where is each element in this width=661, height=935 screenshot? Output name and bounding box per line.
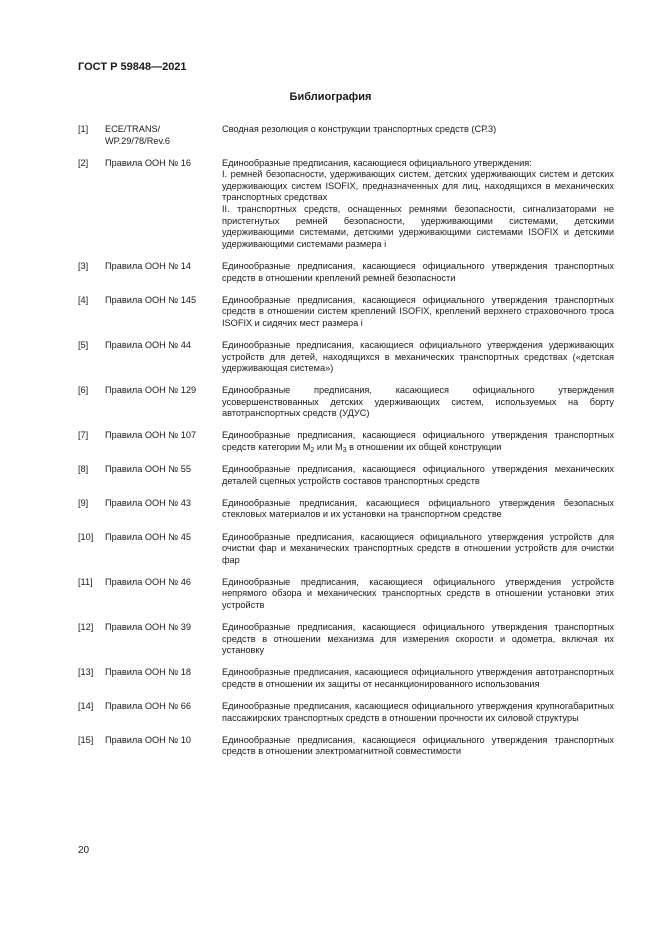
entry-description-text: или M <box>314 442 343 453</box>
bibliography-entry-9 <box>78 498 614 521</box>
entry-description <box>222 735 614 758</box>
entry-reference: Правила ООН № 45 <box>105 531 191 542</box>
entry-reference: Правила ООН № 16 <box>105 157 191 168</box>
entry-description-line: Единообразные предписания, касающиеся официального утверждения транспортных средств в отношении электромагнитной совместимости <box>222 734 614 757</box>
bibliography-list <box>78 124 614 768</box>
entry-reference: Правила ООН № 66 <box>105 701 191 712</box>
subscript: 3 <box>342 447 347 455</box>
entry-description-line: Единообразные предписания, касающиеся официального утверждения транспортных средств в отношении креплений ремней безопасности <box>222 260 614 283</box>
entry-description-line: Единообразные предписания, касающиеся официального утверждения транспортных средств в отношении систем креплений ISOFIX, креплений верхнего страховочного троса ISOFIX и сидячих мест размера i <box>222 294 614 328</box>
bibliography-entry-11 <box>78 577 614 612</box>
entry-number: [13] <box>78 667 94 678</box>
bibliography-entry-8 <box>78 464 614 487</box>
entry-reference: Правила ООН № 10 <box>105 734 191 745</box>
entry-reference: Правила ООН № 107 <box>105 430 197 441</box>
section-title: Библиография <box>289 91 372 103</box>
entry-number: [9] <box>78 497 89 508</box>
entry-description <box>222 532 614 567</box>
entry-number: [1] <box>78 124 89 134</box>
entry-description-line: Единообразные предписания, касающиеся официального утверждения устройств непрямого обзора и механических транспортных средств в отношении установки этих устройств <box>222 576 614 610</box>
entry-reference: Правила ООН № 44 <box>105 339 191 350</box>
entry-number: [12] <box>78 622 94 633</box>
document-id: ГОСТ Р 59848—2021 <box>78 61 187 73</box>
entry-number: [7] <box>78 430 89 441</box>
bibliography-entry-15 <box>78 735 614 758</box>
entry-description-line: Единообразные предписания, касающиеся официального утверждения автотранспортных средств в отношении их защиты от несанкционированного использования <box>222 667 614 689</box>
page-number: 20 <box>78 845 90 856</box>
entry-description <box>222 261 614 284</box>
bibliography-entry-13 <box>78 667 614 690</box>
entry-reference: Правила ООН № 55 <box>105 464 191 475</box>
entry-description <box>222 701 614 724</box>
bibliography-entry-1 <box>78 124 614 147</box>
entry-description-line: Единообразные предписания, касающиеся официального утверждения удерживающих устройств для детей, находящихся в механических транспортных средствах («детская удерживающая система») <box>222 339 614 374</box>
entry-description <box>222 622 614 657</box>
entry-number: [14] <box>78 701 94 712</box>
entry-number: [3] <box>78 260 89 271</box>
entry-description <box>222 295 614 330</box>
entry-description <box>222 430 614 453</box>
entry-description-text: Единообразные предписания, касающиеся официального утверждения транспортных средств категории M <box>222 430 614 453</box>
entry-description <box>222 124 614 136</box>
bibliography-entry-4 <box>78 295 614 330</box>
subscript: 2 <box>310 447 315 455</box>
bibliography-entry-14 <box>78 701 614 724</box>
entry-number: [15] <box>78 734 94 745</box>
entry-reference: ECE/TRANS/ WP.29/78/Rev.6 <box>105 124 171 146</box>
entry-description-line: II. транспортных средств, оснащенных ремнями безопасности, сигнализаторами не пристегнутых ремней безопасности, удерживающими системами, детскими удерживающими системами, детскими удерживающими системами ISOFIX и детскими удерживающими системами размера i <box>222 204 614 249</box>
entry-number: [4] <box>78 294 89 305</box>
entry-description-line: Единообразные предписания, касающиеся официального утверждения устройств для очистки фар и механических транспортных средств в отношении устройств для очистки фар <box>222 531 614 565</box>
entry-number: [11] <box>78 576 93 587</box>
entry-reference: Правила ООН № 18 <box>105 667 191 678</box>
entry-description-line: Единообразные предписания, касающиеся официального утверждения безопасных стекловых материалов и их установки на транспортном средстве <box>222 497 614 520</box>
entry-number: [5] <box>78 339 89 350</box>
entry-description <box>222 464 614 487</box>
entry-description <box>222 385 614 420</box>
entry-description-line: Единообразные предписания, касающиеся официального утверждения крупногабаритных пассажирских транспортных средств в отношении прочности их силовой структуры <box>222 701 614 723</box>
entry-description-line: Единообразные предписания, касающиеся официального утверждения: <box>222 157 532 168</box>
entry-description-line: Единообразные предписания, касающиеся официального утверждения транспортных средств в отношении механизма для измерения скорости и одометра, включая их установку <box>222 622 614 656</box>
entry-description-line: Единообразные предписания, касающиеся официального утверждения механических деталей сцепных устройств составов транспортных средств <box>222 464 614 486</box>
bibliography-entry-7 <box>78 430 614 453</box>
entry-description <box>222 667 614 690</box>
bibliography-entry-2 <box>78 158 614 251</box>
entry-description <box>222 577 614 612</box>
entry-reference: Правила ООН № 43 <box>105 497 191 508</box>
bibliography-entry-5 <box>78 340 614 375</box>
entry-description <box>222 340 614 375</box>
bibliography-entry-12 <box>78 622 614 657</box>
entry-reference: Правила ООН № 129 <box>105 385 197 396</box>
entry-description-line: Сводная резолюция о конструкции транспортных средств (СР.3) <box>222 124 497 134</box>
entry-description-line: I. ремней безопасности, удерживающих систем, детских удерживающих систем и детских удерживающих систем ISOFIX, предназначенных для лиц, находящихся в механических транспортных средствах <box>222 169 614 203</box>
entry-number: [2] <box>78 157 89 168</box>
entry-description-text: в отношении их общей конструкции <box>346 442 502 453</box>
entry-reference: Правила ООН № 39 <box>105 622 191 633</box>
entry-number: [10] <box>78 531 94 542</box>
entry-description-line: Единообразные предписания, касающиеся официального утверждения усовершенствованных детских удерживающих систем, используемых на борту автотранспортных средств (УДУС) <box>222 385 614 419</box>
entry-reference: Правила ООН № 46 <box>105 576 191 587</box>
entry-number: [8] <box>78 464 89 475</box>
entry-reference: Правила ООН № 14 <box>105 260 191 271</box>
bibliography-entry-3 <box>78 261 614 284</box>
entry-number: [6] <box>78 385 89 396</box>
entry-description <box>222 158 614 251</box>
bibliography-entry-10 <box>78 532 614 567</box>
entry-description <box>222 498 614 521</box>
entry-reference: Правила ООН № 145 <box>105 294 197 305</box>
bibliography-entry-6 <box>78 385 614 420</box>
